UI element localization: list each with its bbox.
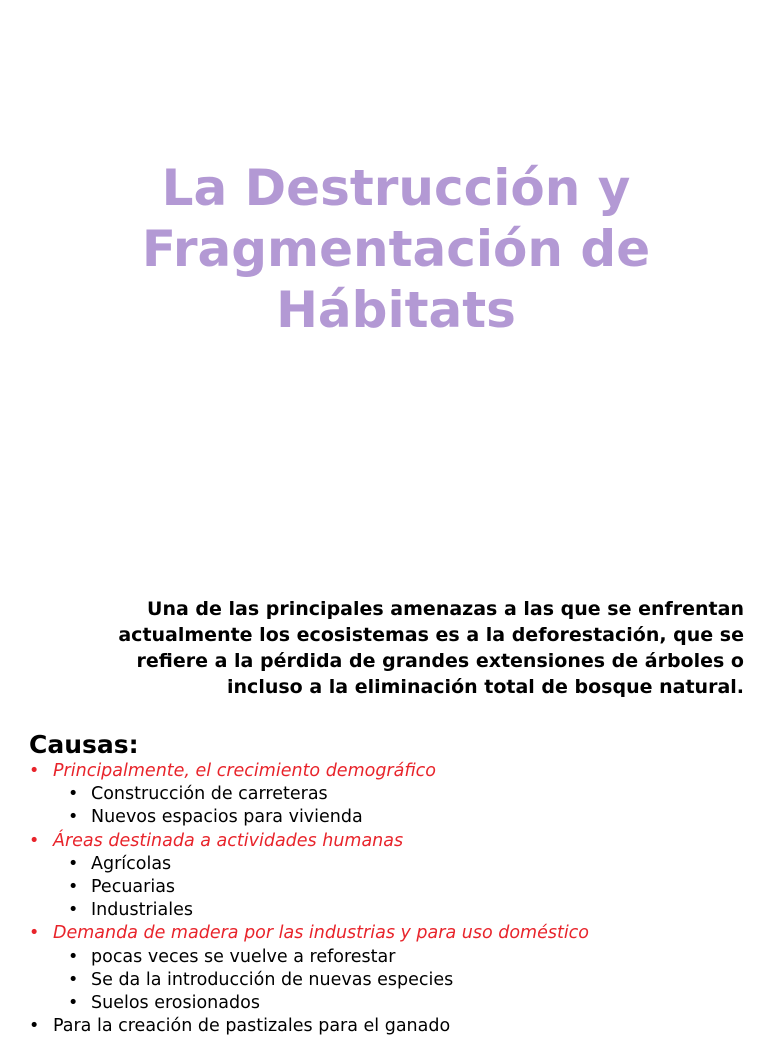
bullet-icon: • xyxy=(29,830,40,851)
bullet-icon: • xyxy=(68,784,79,805)
sub-item-agricultural xyxy=(0,853,768,876)
sub-item-label: Pecuarias xyxy=(91,876,176,897)
intro-line-1: Una de las principales amenazas a las que se enfrentan xyxy=(147,598,744,620)
cause-label: Áreas destinada a actividades humanas xyxy=(53,830,404,851)
sub-item-label: pocas veces se vuelve a reforestar xyxy=(91,946,396,967)
cause-item-human-activities xyxy=(0,830,768,853)
intro-line-2: actualmente los ecosistemas es a la deforestación, que se xyxy=(118,624,744,646)
title-line-3: Hábitats xyxy=(276,281,516,339)
cause-item-wood-demand xyxy=(0,922,768,945)
intro-line-3: refiere a la pérdida de grandes extensiones de árboles o xyxy=(136,650,744,672)
page-title xyxy=(0,158,768,341)
title-line-1: La Destrucción y xyxy=(161,159,631,217)
bullet-icon: • xyxy=(68,969,79,990)
sub-item-new-species xyxy=(0,969,768,992)
cause-item-demographic xyxy=(0,760,768,783)
causes-list xyxy=(0,760,768,1038)
sub-item-label: Construcción de carreteras xyxy=(91,784,328,805)
cause-label: Principalmente, el crecimiento demográfico xyxy=(53,761,436,781)
bullet-icon: • xyxy=(68,992,79,1013)
sub-item-livestock xyxy=(0,876,768,899)
sub-item-label: Nuevos espacios para vivienda xyxy=(91,807,363,828)
intro-paragraph xyxy=(4,596,744,700)
bullet-icon: • xyxy=(68,853,79,874)
bullet-icon: • xyxy=(68,876,79,897)
sub-item-label: Se da la introducción de nuevas especies xyxy=(91,969,454,990)
sub-item-reforest xyxy=(0,946,768,969)
cause-label: Demanda de madera por las industrias y para uso doméstico xyxy=(53,923,590,944)
sub-item-label: Industriales xyxy=(91,900,193,921)
sub-item-label: Suelos erosionados xyxy=(91,992,260,1013)
bullet-icon: • xyxy=(68,946,79,967)
cause-item-pastures xyxy=(0,1015,768,1038)
sub-item-label: Agrícolas xyxy=(91,853,172,874)
sub-item-roads xyxy=(0,783,768,806)
intro-line-4: incluso a la eliminación total de bosque natural. xyxy=(227,676,744,698)
bullet-icon: • xyxy=(29,923,40,944)
sub-item-eroded-soils xyxy=(0,992,768,1015)
bullet-icon: • xyxy=(68,807,79,828)
bullet-icon: • xyxy=(29,761,40,781)
title-line-2: Fragmentación de xyxy=(141,220,651,278)
bullet-icon: • xyxy=(29,1016,40,1037)
cause-label: Para la creación de pastizales para el ganado xyxy=(53,1016,451,1037)
causes-heading: Causas: xyxy=(29,730,139,759)
sub-item-housing xyxy=(0,806,768,829)
bullet-icon: • xyxy=(68,900,79,921)
sub-item-industrial xyxy=(0,899,768,922)
